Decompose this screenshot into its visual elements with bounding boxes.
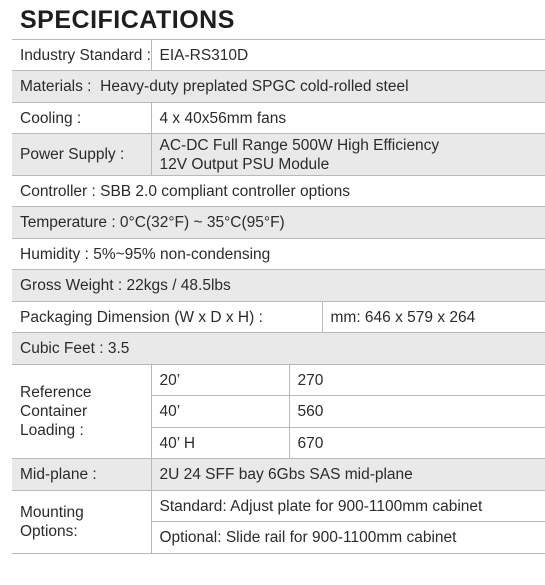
cooling-label: Cooling : [12,103,151,134]
materials-cell [12,71,545,103]
container-quantity: 560 [289,396,545,428]
container-type: 40’ [151,396,289,428]
mounting-label-line1: Mounting [20,504,84,521]
spec-row-cooling [12,103,545,134]
reference-label-line2: Container [20,403,88,420]
container-quantity: 670 [289,428,545,459]
spec-row-industry-standard [12,40,545,71]
spec-row-cubic-feet [12,333,545,365]
power-supply-value [151,134,545,176]
cubic-feet-text: Cubic Feet : 3.5 [12,333,545,365]
reference-label-line1: Reference [20,384,92,401]
humidity-text: Humidity : 5%~95% non-condensing [12,239,545,270]
reference-container-loading-label [12,365,151,459]
spec-row-mid-plane [12,459,545,491]
materials-value: Heavy-duty preplated SPGC cold-rolled steel [100,78,409,95]
page-title: SPECIFICATIONS [20,6,235,34]
spec-row-humidity [12,239,545,270]
mounting-optional-value: Optional: Slide rail for 900-1100mm cabinet [151,522,545,554]
controller-text: Controller : SBB 2.0 compliant controller options [12,176,545,207]
spec-row-controller [12,176,545,207]
container-type: 40’ H [151,428,289,459]
spec-row-mounting-standard [12,491,545,522]
container-type: 20’ [151,365,289,396]
spec-row-packaging-dimension [12,302,545,333]
specifications-table [12,39,545,554]
mounting-label-line2: Options: [20,523,78,540]
power-supply-value-line1: AC-DC Full Range 500W High Efficiency [159,136,440,154]
spec-row-materials [12,71,545,103]
materials-label: Materials : [20,78,92,95]
power-supply-label: Power Supply : [12,134,151,176]
spec-row-gross-weight [12,270,545,302]
spec-row-power-supply [12,134,545,176]
power-supply-value-line2: 12V Output PSU Module [159,155,330,173]
industry-standard-label: Industry Standard : [12,40,151,71]
spec-row-temperature [12,207,545,239]
mounting-standard-value: Standard: Adjust plate for 900-1100mm cabinet [151,491,545,522]
mounting-options-label [12,491,151,554]
container-quantity: 270 [289,365,545,396]
packaging-dimension-label: Packaging Dimension (W x D x H) : [12,302,322,333]
cooling-value: 4 x 40x56mm fans [151,103,545,134]
temperature-text: Temperature : 0°C(32°F) ~ 35°C(95°F) [12,207,545,239]
reference-label-line3: Loading : [20,422,84,439]
packaging-dimension-value: mm: 646 x 579 x 264 [322,302,545,333]
mid-plane-value: 2U 24 SFF bay 6Gbs SAS mid-plane [151,459,545,491]
spec-row-container-20 [12,365,545,396]
gross-weight-text: Gross Weight : 22kgs / 48.5lbs [12,270,545,302]
mid-plane-label: Mid-plane : [12,459,151,491]
industry-standard-value: EIA-RS310D [151,40,545,71]
